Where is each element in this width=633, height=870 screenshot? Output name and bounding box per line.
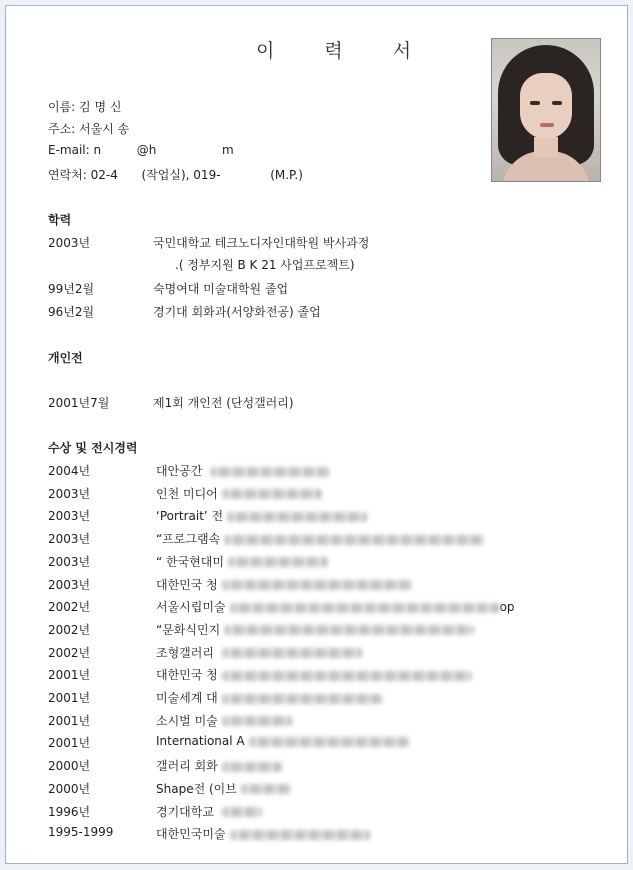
education-heading: 학력 [48, 213, 72, 227]
resume-page [6, 6, 627, 863]
award-row [48, 576, 568, 596]
redacted-text [222, 489, 322, 499]
award-year: 1996년 [48, 804, 91, 819]
award-text-visible: “ 한국현대미 [156, 554, 224, 569]
email-at: @h [136, 143, 157, 157]
address-line [48, 120, 129, 137]
award-text [156, 530, 484, 547]
address-text: 주소: 서울시 송 [48, 122, 130, 136]
award-row [48, 689, 568, 709]
award-text [156, 825, 370, 842]
award-year: 2001년 [48, 691, 91, 705]
photo-eye-left [530, 101, 540, 105]
solo-heading: 개인전 [48, 351, 83, 365]
photo-neck [534, 137, 558, 157]
award-text-visible: “프로그램속 [156, 532, 221, 547]
education-row [48, 303, 568, 323]
award-text [156, 621, 474, 638]
redacted-text [222, 716, 292, 726]
education-text: 경기대 회화과(서양화전공) 졸업 [153, 305, 321, 319]
award-text-visible: 소시벌 미술 [156, 713, 218, 728]
education-row [48, 280, 568, 300]
award-row [48, 644, 568, 664]
award-year: 2003년 [48, 577, 91, 592]
education-text: 국민대학교 테크노디자인대학원 박사과정 [153, 236, 370, 250]
award-year: 2003년 [48, 532, 91, 547]
award-row [48, 666, 568, 686]
award-row [48, 621, 568, 641]
redacted-text [224, 535, 484, 545]
award-row [48, 803, 568, 823]
award-year: 2000년 [48, 781, 91, 796]
email-line [48, 143, 234, 157]
award-text-visible: “문화식민지 [156, 622, 221, 637]
education-text: 숙명여대 미술대학원 졸업 [153, 282, 289, 296]
education-year: 99년2월 [48, 282, 95, 296]
award-row [48, 485, 568, 505]
award-text [156, 712, 292, 729]
awards-heading: 수상 및 전시경력 [48, 441, 138, 455]
award-text [156, 757, 282, 774]
redacted-text [224, 625, 474, 635]
solo-row [48, 394, 568, 414]
award-text [156, 507, 367, 524]
solo-text: 제1회 개인전 (단성갤러리) [153, 396, 294, 410]
award-year: 1995-1999 [48, 825, 114, 840]
award-text-visible: 미술세계 대 [156, 691, 218, 705]
redacted-text [227, 512, 367, 522]
award-year: 2002년 [48, 645, 91, 660]
redacted-text [222, 694, 382, 704]
award-text-visible: ‘Portrait’ 전 [156, 509, 224, 524]
redacted-text [230, 603, 500, 613]
document-frame [5, 5, 628, 864]
photo-eye-right [552, 101, 562, 105]
award-row [48, 734, 568, 754]
award-text-visible: 경기대학교 [156, 804, 218, 819]
email-prefix: E-mail: n [48, 143, 102, 157]
name-line: 이름: 김 명 신 [48, 100, 122, 114]
award-text-visible: 대한민국미술 [156, 827, 226, 842]
redacted-text [222, 671, 472, 681]
education-text: .( 정부지원 B K 21 사업프로젝트) [175, 258, 355, 272]
phone-suffix: (M.P.) [270, 168, 303, 182]
award-text-visible: 서울시립미술 [156, 600, 226, 615]
phone-mid: (작업실), 019- [141, 168, 221, 182]
award-text [156, 780, 291, 797]
education-year: 96년2월 [48, 305, 95, 319]
award-row [48, 757, 568, 777]
award-text-visible: 대한민국 청 [156, 577, 218, 592]
award-year: 2003년 [48, 486, 91, 501]
award-text [156, 666, 472, 683]
award-year: 2004년 [48, 464, 91, 478]
award-text [156, 576, 412, 593]
award-text [156, 689, 382, 706]
award-year: 2000년 [48, 759, 91, 774]
profile-photo [491, 38, 601, 182]
award-text-visible: 대한민국 청 [156, 668, 218, 683]
award-text-visible: 인천 미디어 [156, 486, 218, 501]
award-text [156, 644, 362, 661]
award-year: 2003년 [48, 509, 91, 524]
award-year: 2001년 [48, 736, 91, 751]
email-suffix: m [222, 143, 234, 157]
education-year: 2003년 [48, 236, 91, 250]
award-text [156, 803, 262, 820]
redacted-text [222, 807, 262, 817]
award-text-visible: International A [156, 734, 245, 749]
award-row [48, 507, 568, 527]
redacted-text [228, 557, 328, 567]
photo-mouth [540, 123, 554, 127]
award-text [156, 485, 322, 502]
award-row [48, 553, 568, 573]
award-row [48, 712, 568, 732]
award-text [156, 598, 515, 615]
phone-prefix: 연락처: 02-4 [48, 168, 118, 182]
solo-year: 2001년7월 [48, 396, 110, 410]
award-year: 2001년 [48, 713, 91, 728]
award-row [48, 780, 568, 800]
redacted-text [241, 784, 291, 794]
award-text-visible: 대안공간 [156, 464, 207, 478]
education-row [48, 234, 568, 254]
award-text-visible: 갤러리 회화 [156, 759, 218, 774]
redacted-text [210, 467, 330, 477]
award-text [156, 553, 328, 570]
document-title: 이 력 서 [256, 40, 434, 62]
award-row [48, 462, 568, 482]
award-text [156, 734, 409, 748]
award-row [48, 530, 568, 550]
award-year: 2001년 [48, 668, 91, 683]
redacted-text [249, 737, 409, 747]
award-row [48, 598, 568, 618]
education-row [48, 256, 568, 276]
award-year: 2002년 [48, 622, 91, 637]
award-text-visible: Shape전 (이브 [156, 781, 237, 796]
redacted-text [222, 580, 412, 590]
award-text-visible: 조형갤러리 [156, 645, 218, 660]
award-row [48, 825, 568, 845]
award-text-tail: op [499, 600, 515, 615]
redacted-text [222, 648, 362, 658]
redacted-text [230, 830, 370, 840]
phone-line [48, 166, 303, 183]
award-year: 2003년 [48, 554, 91, 569]
photo-face [520, 73, 572, 139]
award-text [156, 462, 330, 479]
award-year: 2002년 [48, 600, 91, 615]
redacted-text [222, 762, 282, 772]
